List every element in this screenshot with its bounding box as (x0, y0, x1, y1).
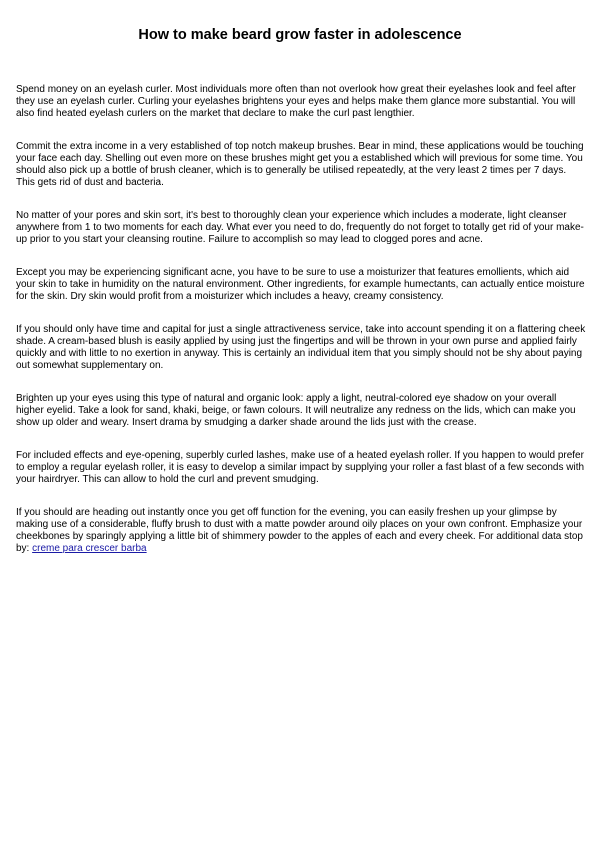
paragraph-7: For included effects and eye-opening, superbly curled lashes, make use of a heated eyelash roller. If you happen to would prefer to employ a regular eyelash roller, it is easy to develop a similar impact by supplying your roller a fast blast of a few seconds with your hairdryer. This can allow to hold the curl and prevent smudging. (16, 450, 585, 485)
paragraph-3: No matter of your pores and skin sort, it's best to thoroughly clean your experience which includes a moderate, light cleanser anywhere from 1 to two moments for each day. What ever you need to do, frequently do not forget to totally get rid of your make-up prior to you start your cleansing routine. Failure to accomplish so may lead to clogged pores and acne. (16, 210, 584, 245)
paragraph-8-text: If you should are heading out instantly once you get off function for the evening, you can easily freshen up your glimpse by making use of a considerable, fluffy brush to dust with a matte powder around oily places on your own confront. Emphasize your cheekbones by sparingly applying a little bit of shimmery powder to the apples of each and every cheek. For additional data stop by: (16, 507, 583, 554)
page-title: How to make beard grow faster in adolescence (138, 27, 462, 43)
product-link[interactable]: creme para crescer barba (32, 543, 147, 554)
paragraph-2: Commit the extra income in a very established of top notch makeup brushes. Bear in mind, these applications would be touching your face each day. Shelling out even more on these brushes might get you a established which will previous for some time. You should also pick up a bottle of brush cleaner, which is to generally be utilised repeatedly, at the very least 2 times per 7 days. This gets rid of dust and bacteria. (16, 141, 584, 188)
paragraph-6: Brighten up your eyes using this type of natural and organic look: apply a light, neutral-colored eye shadow on your overall higher eyelid. Take a look for sand, khaki, beige, or fawn colours. It will neutralize any redness on the lids, which can make you show up older and weary. Insert drama by smudging a darker shade around the lids just with the crease. (16, 393, 576, 428)
paragraph-4: Except you may be experiencing significant acne, you have to be sure to use a moisturizer that features emollients, which aid your skin to take in humidity on the natural environment. Other ingredients, for example humectants, can actually entice moisture for the skin. Dry skin would profit from a moisturizer which includes a heavy, creamy consistency. (16, 267, 585, 302)
article-body (16, 84, 586, 576)
paragraph-8 (16, 507, 586, 555)
paragraph-5: If you should only have time and capital for just a single attractiveness service, take into account spending it on a flattering cheek shade. A cream-based blush is easily applied by using just the fingertips and will be thrown in your own purse and applied fairly quickly and with little to no exertion in anyway. This is certainly an individual item that you simply should not be shy about paying out somewhat supplementary on. (16, 324, 586, 371)
paragraph-1: Spend money on an eyelash curler. Most individuals more often than not overlook how great their eyelashes look and feel after they use an eyelash curler. Curling your eyelashes brightens your eyes and helps make them glance more substantial. You will also find heated eyelash curlers on the market that declare to make the curl past lengthier. (16, 84, 576, 119)
